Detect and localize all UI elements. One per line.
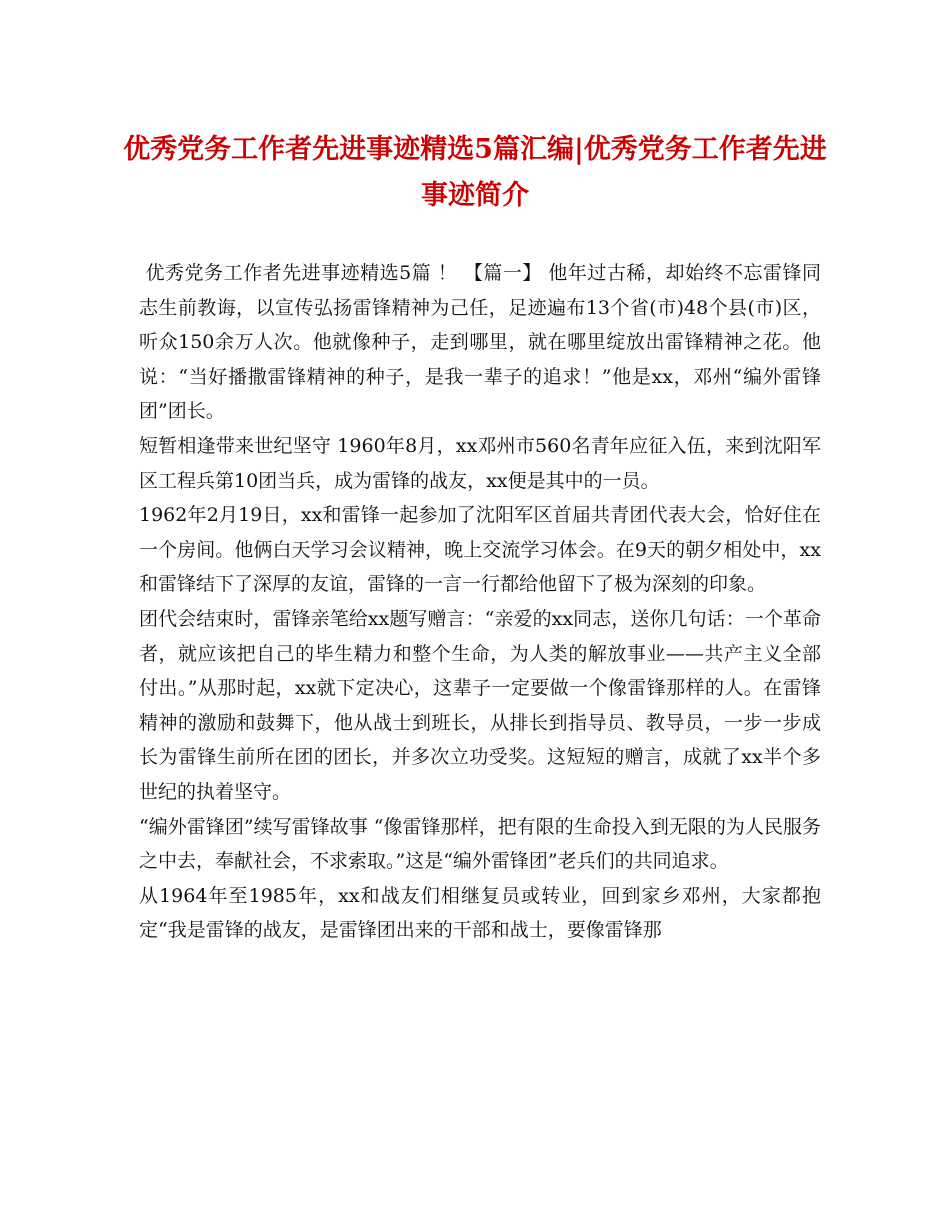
paragraph: 从1964年至1985年，xx和战友们相继复员或转业，回到家乡邓州，大家都抱定“我是雷锋的战友，是雷锋团出来的干部和战士，要像雷锋那 xyxy=(139,884,821,942)
paragraph: 优秀党务工作者先进事迹精选5篇 ！ 【篇一】 他年过古稀，却始终不忘雷锋同志生前教诲，以宣传弘扬雷锋精神为己任，足迹遍布13个省(市)48个县(市)区，听众150余万人次。他就像种子，走到哪里，就在哪里绽放出雷锋精神之花。他说：“当好播撒雷锋精神的种子，是我一辈子的追求！”他是xx，邓州“编外雷锋团”团长。 xyxy=(139,262,821,423)
paragraph: “编外雷锋团”续写雷锋故事 “像雷锋那样，把有限的生命投入到无限的为人民服务之中去，奉献社会，不求索取。”这是“编外雷锋团”老兵们的共同追求。 xyxy=(139,815,821,873)
document-title: 优秀党务工作者先进事迹精选5篇汇编|优秀党务工作者先进事迹简介 xyxy=(123,134,827,211)
document-body xyxy=(139,256,821,948)
paragraph: 团代会结束时，雷锋亲笔给xx题写赠言：“亲爱的xx同志，送你几句话：一个革命者，就应该把自己的毕生精力和整个生命，为人类的解放事业——共产主义全部付出。”从那时起，xx就下定决心，这辈子一定要做一个像雷锋那样的人。在雷锋精神的激励和鼓舞下，他从战士到班长，从排长到指导员、教导员，一步一步成长为雷锋生前所在团的团长，并多次立功受奖。这短短的赠言，成就了xx半个多世纪的执着坚守。 xyxy=(139,607,821,803)
paragraph: 1962年2月19日，xx和雷锋一起参加了沈阳军区首届共青团代表大会，恰好住在一个房间。他俩白天学习会议精神，晚上交流学习体会。在9天的朝夕相处中，xx和雷锋结下了深厚的友谊，雷锋的一言一行都给他留下了极为深刻的印象。 xyxy=(139,504,821,596)
paragraph: 短暂相逢带来世纪坚守 1960年8月，xx邓州市560名青年应征入伍，来到沈阳军区工程兵第10团当兵，成为雷锋的战友，xx便是其中的一员。 xyxy=(139,434,821,492)
